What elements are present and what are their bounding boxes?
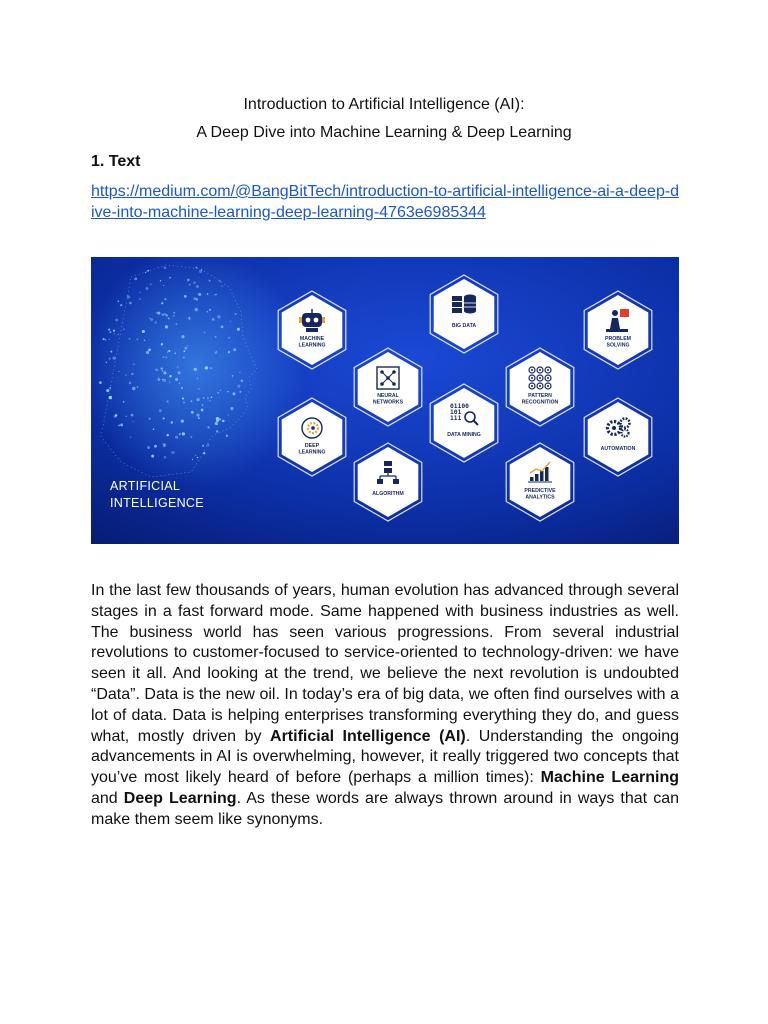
head-dot — [197, 378, 199, 380]
head-dot — [233, 348, 236, 351]
ai-concepts-illustration — [91, 257, 679, 544]
head-dot — [127, 295, 130, 298]
head-dot — [195, 455, 196, 456]
head-dot — [164, 298, 166, 300]
head-dot — [222, 420, 224, 422]
head-dot — [228, 351, 230, 353]
head-dot — [163, 371, 166, 374]
head-dot — [196, 267, 198, 269]
head-dot — [187, 345, 188, 346]
head-dot — [109, 396, 112, 399]
head-dot — [190, 436, 192, 438]
head-dot — [184, 295, 187, 298]
head-dot — [139, 292, 140, 293]
hexagon-label: ANALYTICS — [525, 494, 555, 501]
head-dot — [131, 373, 133, 375]
head-dot — [209, 400, 211, 402]
head-dot — [118, 371, 119, 372]
head-dot — [228, 414, 229, 415]
head-dot — [154, 445, 157, 448]
body-paragraph — [91, 581, 679, 831]
head-dot — [203, 397, 205, 399]
document-title-line2: A Deep Dive into Machine Learning & Deep Learning — [196, 124, 572, 141]
head-dot — [136, 338, 138, 340]
head-dot — [176, 323, 178, 325]
head-dot — [163, 285, 164, 286]
head-dot — [232, 375, 234, 377]
hexagon-label: LEARNING — [298, 342, 326, 349]
head-dot — [151, 455, 154, 458]
hexagon-label: SOLVING — [606, 342, 630, 349]
head-dot — [159, 409, 162, 412]
head-dot — [216, 423, 218, 425]
head-dot — [239, 372, 240, 373]
head-dot — [179, 433, 181, 435]
head-dot — [137, 386, 139, 388]
head-dot — [199, 270, 202, 273]
head-dot — [129, 382, 132, 385]
ai-label-line2: INTELLIGENCE — [110, 496, 204, 510]
head-dot — [183, 357, 184, 358]
head-dot — [237, 328, 240, 331]
head-dot — [129, 302, 132, 305]
hexagon-label: MACHINE — [299, 336, 325, 342]
head-dot — [164, 444, 165, 445]
head-dot — [142, 330, 145, 333]
head-dot — [132, 387, 135, 390]
head-dot — [130, 437, 132, 439]
head-dot — [161, 343, 163, 345]
head-dot — [207, 311, 209, 313]
head-dot — [195, 308, 198, 311]
hero-image — [91, 257, 679, 544]
head-dot — [144, 339, 146, 341]
head-dot — [155, 369, 158, 372]
head-dot — [106, 389, 109, 392]
head-dot — [105, 339, 107, 341]
body-text-segment: In the last few thousands of years, human evolution has advanced through several stages in a fast forward mode. Same happened with business industries as well. The business world has seen various progressions. From several industrial revolutions to customer-focused to service-oriented to technology-driven: we have seen it all. And looking at the trend, we believe the next revolution is undoubted “Data”. Data is the new oil. In today’s era of big data, we often find ourselves with a lot of data. Data is helping enterprises transforming everything they do, and guess what, mostly driven by — [91, 582, 679, 745]
head-dot — [215, 294, 216, 295]
head-dot — [196, 413, 199, 416]
head-dot — [114, 333, 115, 334]
hexagon-label: RECOGNITION — [521, 399, 559, 406]
head-dot — [168, 350, 170, 352]
head-dot — [103, 338, 105, 340]
head-dot — [99, 381, 102, 384]
head-dot — [113, 330, 115, 332]
head-dot — [157, 312, 160, 315]
head-dot — [215, 336, 217, 338]
pattern-icon — [529, 367, 551, 389]
head-dot — [115, 414, 118, 417]
binary-digits: 111 — [450, 415, 462, 422]
head-dot — [163, 356, 165, 358]
head-dot — [183, 401, 185, 403]
head-dot — [181, 335, 184, 338]
head-dot — [198, 293, 201, 296]
head-dot — [205, 366, 208, 369]
bold-term-ai: Artificial Intelligence (AI) — [270, 727, 466, 745]
head-dot — [151, 318, 154, 321]
head-dot — [149, 318, 151, 320]
head-dot — [201, 409, 204, 412]
head-dot — [216, 417, 219, 420]
head-dot — [165, 325, 168, 328]
head-dot — [241, 379, 244, 382]
head-dot — [191, 411, 194, 414]
head-dot — [169, 277, 171, 279]
head-dot — [133, 364, 134, 365]
head-dot — [161, 302, 163, 304]
head-dot — [204, 332, 205, 333]
head-dot — [217, 315, 220, 318]
head-dot — [154, 321, 157, 324]
bold-term-machine-learning: Machine Learning — [540, 769, 679, 787]
head-dot — [164, 456, 167, 459]
head-dot — [125, 374, 127, 376]
head-dot — [169, 381, 170, 382]
hexagon-label: BIG DATA — [451, 323, 477, 329]
head-dot — [194, 368, 197, 371]
bold-term-deep-learning: Deep Learning — [123, 789, 237, 807]
head-dot — [179, 383, 180, 384]
head-dot — [171, 451, 174, 454]
head-dot — [230, 407, 233, 410]
head-dot — [203, 452, 205, 454]
head-dot — [221, 286, 223, 288]
hexagon-label: DEEP — [304, 443, 320, 449]
head-dot — [117, 300, 119, 302]
head-dot — [211, 396, 213, 398]
document-title-line1: Introduction to Artificial Intelligence (AI): — [243, 96, 525, 113]
head-dot — [175, 378, 178, 381]
hexagon-label: NETWORKS — [372, 399, 404, 406]
head-dot — [109, 331, 111, 333]
head-dot — [237, 385, 240, 388]
hexagon-label: AUTOMATION — [600, 446, 636, 452]
head-dot — [153, 428, 155, 430]
head-dot — [158, 377, 160, 379]
head-dot — [183, 350, 185, 352]
head-dot — [233, 392, 236, 395]
head-dot — [207, 444, 210, 447]
hexagon-label: PATTERN — [528, 393, 552, 399]
head-dot — [162, 379, 163, 380]
head-dot — [164, 313, 166, 315]
head-dot — [210, 367, 212, 369]
body-text-segment: . As these words are always thrown around in ways that can make them seem like synonyms. — [91, 789, 680, 828]
head-dot — [147, 446, 150, 449]
head-dot — [189, 284, 191, 286]
head-dot — [166, 400, 168, 402]
head-dot — [228, 337, 230, 339]
head-dot — [177, 366, 179, 368]
head-dot — [165, 314, 168, 317]
source-link[interactable]: https://medium.com/@BangBitTech/introduction-to-artificial-intelligence-ai-a-deep-dive-into-machine-learning-deep-learning-4763e6985344 — [91, 183, 680, 221]
head-dot — [131, 414, 134, 417]
head-dot — [156, 312, 158, 314]
head-dot — [148, 418, 150, 420]
head-dot — [175, 436, 178, 439]
head-dot — [147, 270, 149, 272]
head-dot — [168, 317, 170, 319]
head-dot — [220, 390, 221, 391]
head-dot — [207, 293, 209, 295]
head-dot — [193, 297, 196, 300]
head-dot — [165, 356, 167, 358]
head-dot — [188, 318, 190, 320]
head-dot — [110, 351, 112, 353]
head-dot — [181, 387, 183, 389]
head-dot — [125, 416, 126, 417]
head-dot — [209, 280, 211, 282]
head-dot — [118, 424, 120, 426]
head-dot — [123, 401, 125, 403]
head-dot — [207, 397, 209, 399]
head-dot — [115, 319, 118, 322]
head-dot — [182, 398, 184, 400]
head-dot — [230, 321, 231, 322]
head-dot — [109, 339, 110, 340]
head-dot — [120, 304, 122, 306]
head-dot — [226, 435, 228, 437]
head-dot — [160, 280, 161, 281]
head-dot — [239, 391, 241, 393]
head-dot — [108, 329, 110, 331]
head-dot — [209, 309, 211, 311]
head-dot — [196, 398, 199, 401]
head-dot — [202, 445, 204, 447]
head-dot — [166, 434, 168, 436]
head-dot — [219, 280, 221, 282]
head-dot — [207, 426, 209, 428]
binary-digits: 01100 — [450, 403, 469, 410]
head-dot — [227, 391, 229, 393]
head-dot — [167, 351, 168, 352]
hexagon-label: PREDICTIVE — [524, 488, 556, 494]
head-dot — [221, 326, 224, 329]
hexagon-label: NEURAL — [377, 393, 399, 399]
head-dot — [219, 418, 221, 420]
head-dot — [198, 417, 200, 419]
head-dot — [109, 358, 111, 360]
head-dot — [198, 388, 199, 389]
head-dot — [145, 272, 146, 273]
hexagon-label: ALGORITHM — [372, 491, 404, 497]
head-dot — [106, 362, 108, 364]
head-dot — [216, 430, 218, 432]
section-heading: 1. Text — [91, 153, 141, 170]
head-dot — [171, 421, 173, 423]
head-dot — [197, 457, 199, 459]
head-dot — [161, 368, 163, 370]
head-dot — [215, 352, 217, 354]
head-dot — [146, 351, 149, 354]
body-text-segment: and — [91, 789, 124, 807]
head-dot — [134, 277, 137, 280]
head-dot — [150, 283, 152, 285]
head-dot — [217, 392, 219, 394]
head-dot — [182, 432, 185, 435]
head-dot — [187, 279, 190, 282]
head-dot — [173, 315, 174, 316]
head-dot — [162, 314, 164, 316]
head-dot — [120, 423, 123, 426]
hexagon-label: PROBLEM — [605, 336, 631, 342]
head-dot — [117, 334, 118, 335]
head-dot — [162, 443, 164, 445]
head-dot — [193, 282, 195, 284]
head-dot — [129, 338, 131, 340]
head-dot — [163, 418, 165, 420]
ai-label-line1: ARTIFICIAL — [110, 479, 181, 493]
head-dot — [196, 285, 199, 288]
head-dot — [214, 294, 216, 296]
head-dot — [139, 298, 141, 300]
hexagon-label: DATA MINING — [447, 432, 481, 438]
binary-digits: 101 — [450, 409, 462, 416]
head-dot — [178, 371, 181, 374]
head-dot — [162, 370, 163, 371]
head-dot — [235, 313, 237, 315]
head-dot — [146, 287, 149, 290]
database-icon — [452, 295, 476, 314]
head-dot — [169, 375, 171, 377]
hexagon-label: LEARNING — [298, 449, 326, 456]
head-dot — [123, 329, 124, 330]
head-dot — [173, 312, 174, 313]
head-dot — [109, 387, 111, 389]
head-dot — [184, 347, 187, 350]
head-dot — [164, 267, 167, 270]
head-dot — [163, 379, 166, 382]
head-dot — [112, 356, 115, 359]
head-dot — [191, 400, 193, 402]
head-dot — [148, 348, 151, 351]
head-dot — [174, 353, 175, 354]
head-dot — [192, 459, 193, 460]
head-dot — [212, 318, 215, 321]
head-dot — [132, 421, 133, 422]
body-text-segment: . Understanding the ongoing advancements in AI is overwhelming, however, it really triggered two concepts that you’ve most likely heard of before (perhaps a million times): — [91, 727, 679, 787]
head-dot — [181, 420, 184, 423]
head-dot — [202, 404, 203, 405]
